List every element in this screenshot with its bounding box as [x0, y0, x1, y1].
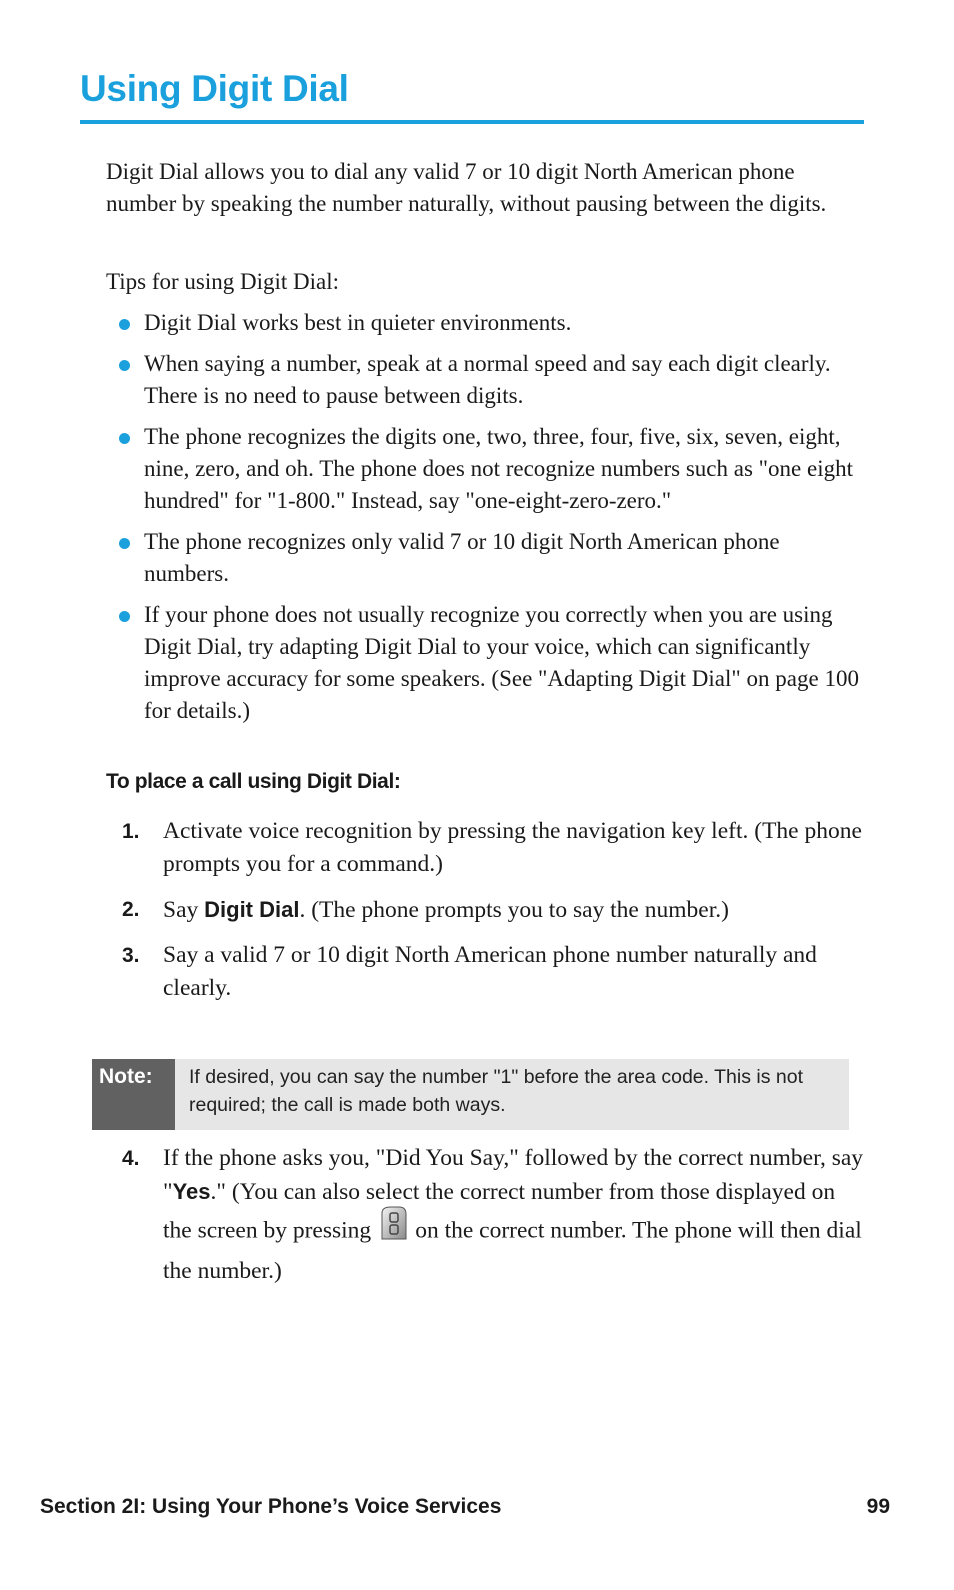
- ui-term-yes: Yes: [172, 1179, 211, 1204]
- bullet-icon: [119, 319, 130, 330]
- step-number: 2.: [122, 898, 140, 921]
- step-text: Say a valid 7 or 10 digit North American phone number naturally and clearly.: [163, 942, 817, 1001]
- note-box: [92, 1059, 849, 1130]
- page-number: 99: [866, 1495, 890, 1518]
- tip-text: When saying a number, speak at a normal speed and say each digit clearly. There is no need to pause between digits.: [144, 351, 831, 408]
- step-item: [106, 1142, 866, 1288]
- step-number: 1.: [122, 820, 140, 843]
- steps-list: [106, 815, 866, 1017]
- tip-text: The phone recognizes only valid 7 or 10 digit North American phone numbers.: [144, 529, 780, 586]
- step-number: 3.: [122, 944, 140, 967]
- tips-list: [106, 307, 866, 736]
- talk-key-icon: [379, 1205, 409, 1251]
- note-label: Note:: [92, 1059, 175, 1130]
- title-rule: [80, 120, 864, 124]
- step-text-mid: ." (You can also select the correct number from those displayed on the screen by pressing: [163, 1179, 836, 1244]
- bullet-icon: [119, 611, 130, 622]
- tips-lead: Tips for using Digit Dial:: [106, 269, 340, 294]
- steps-list-continued: [106, 1142, 866, 1300]
- page-title: Using Digit Dial: [80, 68, 349, 109]
- procedure-heading: To place a call using Digit Dial:: [106, 770, 401, 793]
- list-item: [106, 421, 866, 517]
- list-item: [106, 526, 866, 590]
- list-item: [106, 599, 866, 727]
- footer-section: Section 2I: Using Your Phone’s Voice Services: [40, 1495, 502, 1518]
- page-footer: [40, 1495, 890, 1519]
- ui-term-digit-dial: Digit Dial: [204, 897, 300, 922]
- bullet-icon: [119, 538, 130, 549]
- step-text: Activate voice recognition by pressing the navigation key left. (The phone prompts you for a command.): [163, 818, 862, 877]
- step-text-pre: Say: [163, 897, 205, 923]
- bullet-icon: [119, 433, 130, 444]
- bullet-icon: [119, 360, 130, 371]
- tip-text: Digit Dial works best in quieter environments.: [144, 310, 572, 335]
- step-item: [106, 815, 866, 881]
- intro-paragraph: Digit Dial allows you to dial any valid 7 or 10 digit North American phone number by speaking the number naturally, without pausing between the digits.: [106, 159, 827, 216]
- step-text-pre: If the phone asks you, "Did You Say," followed by the correct number, say ": [163, 1145, 864, 1205]
- list-item: [106, 348, 866, 412]
- tip-text: The phone recognizes the digits one, two, three, four, five, six, seven, eight, nine, zero, and oh. The phone does not recognize numbers such as "one eight hundred" for "1-800." Instead, say "one-eight-zero-zero.": [144, 424, 853, 513]
- step-number: 4.: [122, 1147, 140, 1170]
- tip-text: If your phone does not usually recognize you correctly when you are using Digit Dial, try adapting Digit Dial to your voice, which can significantly improve accuracy for some speakers. (See "Adapting Digit Dial" on page 100 for details.): [144, 602, 859, 723]
- list-item: [106, 307, 866, 339]
- step-text-post: on the correct number. The phone will then dial the number.): [163, 1217, 862, 1284]
- step-item: [106, 939, 866, 1005]
- step-text-post: . (The phone prompts you to say the number.): [299, 897, 729, 923]
- note-text: If desired, you can say the number "1" before the area code. This is not required; the call is made both ways.: [189, 1066, 804, 1116]
- step-item: [106, 893, 866, 927]
